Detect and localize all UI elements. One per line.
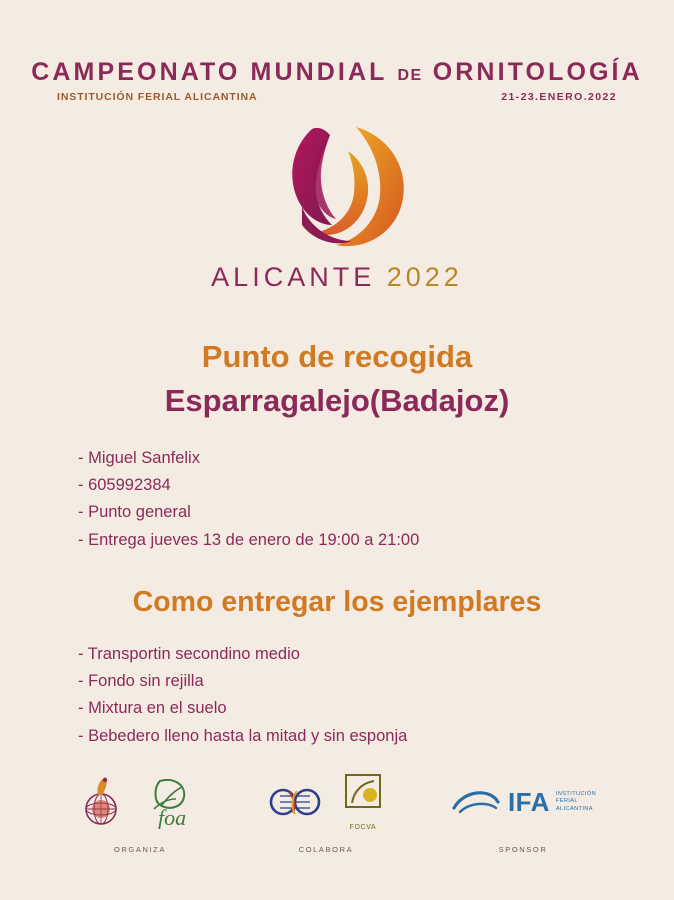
header-title-row <box>0 58 674 87</box>
footer-logos <box>450 771 596 833</box>
bird-crest-logo-icon <box>78 773 124 831</box>
list-item: - Transportin secondino medio <box>78 644 300 663</box>
focva-logo-icon <box>340 773 386 831</box>
ifa-wordmark: IFA <box>507 787 550 817</box>
list-item: - Fondo sin rejilla <box>78 672 204 691</box>
event-title-connector: DE <box>397 67 423 84</box>
pickup-location: Esparragalejo(Badajoz) <box>164 383 510 418</box>
foa-logo-icon <box>140 775 202 829</box>
list-item: - Punto general <box>78 503 191 522</box>
pickup-details <box>78 445 674 554</box>
venue-name: INSTITUCIÓN FERIAL ALICANTINA <box>57 91 258 103</box>
footer-group-colabora <box>266 771 386 854</box>
event-title-subject: ORNITOLOGÍA <box>432 58 643 86</box>
list-item: - Bebedero lleno hasta la mitad y sin esponja <box>78 726 408 745</box>
footer-caption: COLABORA <box>298 845 354 854</box>
focva-label: FOCVA <box>349 824 377 831</box>
logo-city: ALICANTE <box>211 262 376 292</box>
pickup-heading: Punto de recogida <box>201 339 473 374</box>
footer-group-organiza <box>78 771 202 854</box>
footer-caption: ORGANIZA <box>113 845 166 854</box>
ifa-logo-icon <box>450 782 596 822</box>
event-logo <box>0 121 674 293</box>
ifa-subtext: INSTITUCIÓN FERIAL ALICANTINA <box>555 790 597 812</box>
header-subtitle-row <box>57 91 617 107</box>
footer-logos <box>78 771 202 833</box>
logo-year: 2022 <box>386 262 463 292</box>
list-item: - Mixtura en el suelo <box>78 699 227 718</box>
howto-heading: Como entregar los ejemplares <box>132 585 542 618</box>
coe-rings-logo-icon <box>266 777 324 827</box>
crescent-circle-logo-icon <box>252 121 422 256</box>
list-item: - Entrega jueves 13 de enero de 19:00 a 21:00 <box>78 530 420 549</box>
list-item: - Miguel Sanfelix <box>78 449 200 467</box>
svg-text:foa: foa <box>157 805 187 829</box>
event-title-main: CAMPEONATO MUNDIAL <box>31 58 388 86</box>
logo-wordmark <box>211 262 463 293</box>
howto-instructions <box>78 641 674 750</box>
event-dates: 21-23.ENERO.2022 <box>501 91 617 103</box>
footer-logos <box>266 771 386 833</box>
poster-header <box>0 0 674 107</box>
footer-caption: SPONSOR <box>498 845 548 854</box>
list-item: - 605992384 <box>78 476 171 495</box>
footer-group-sponsor <box>450 771 596 854</box>
poster-footer <box>0 771 674 854</box>
